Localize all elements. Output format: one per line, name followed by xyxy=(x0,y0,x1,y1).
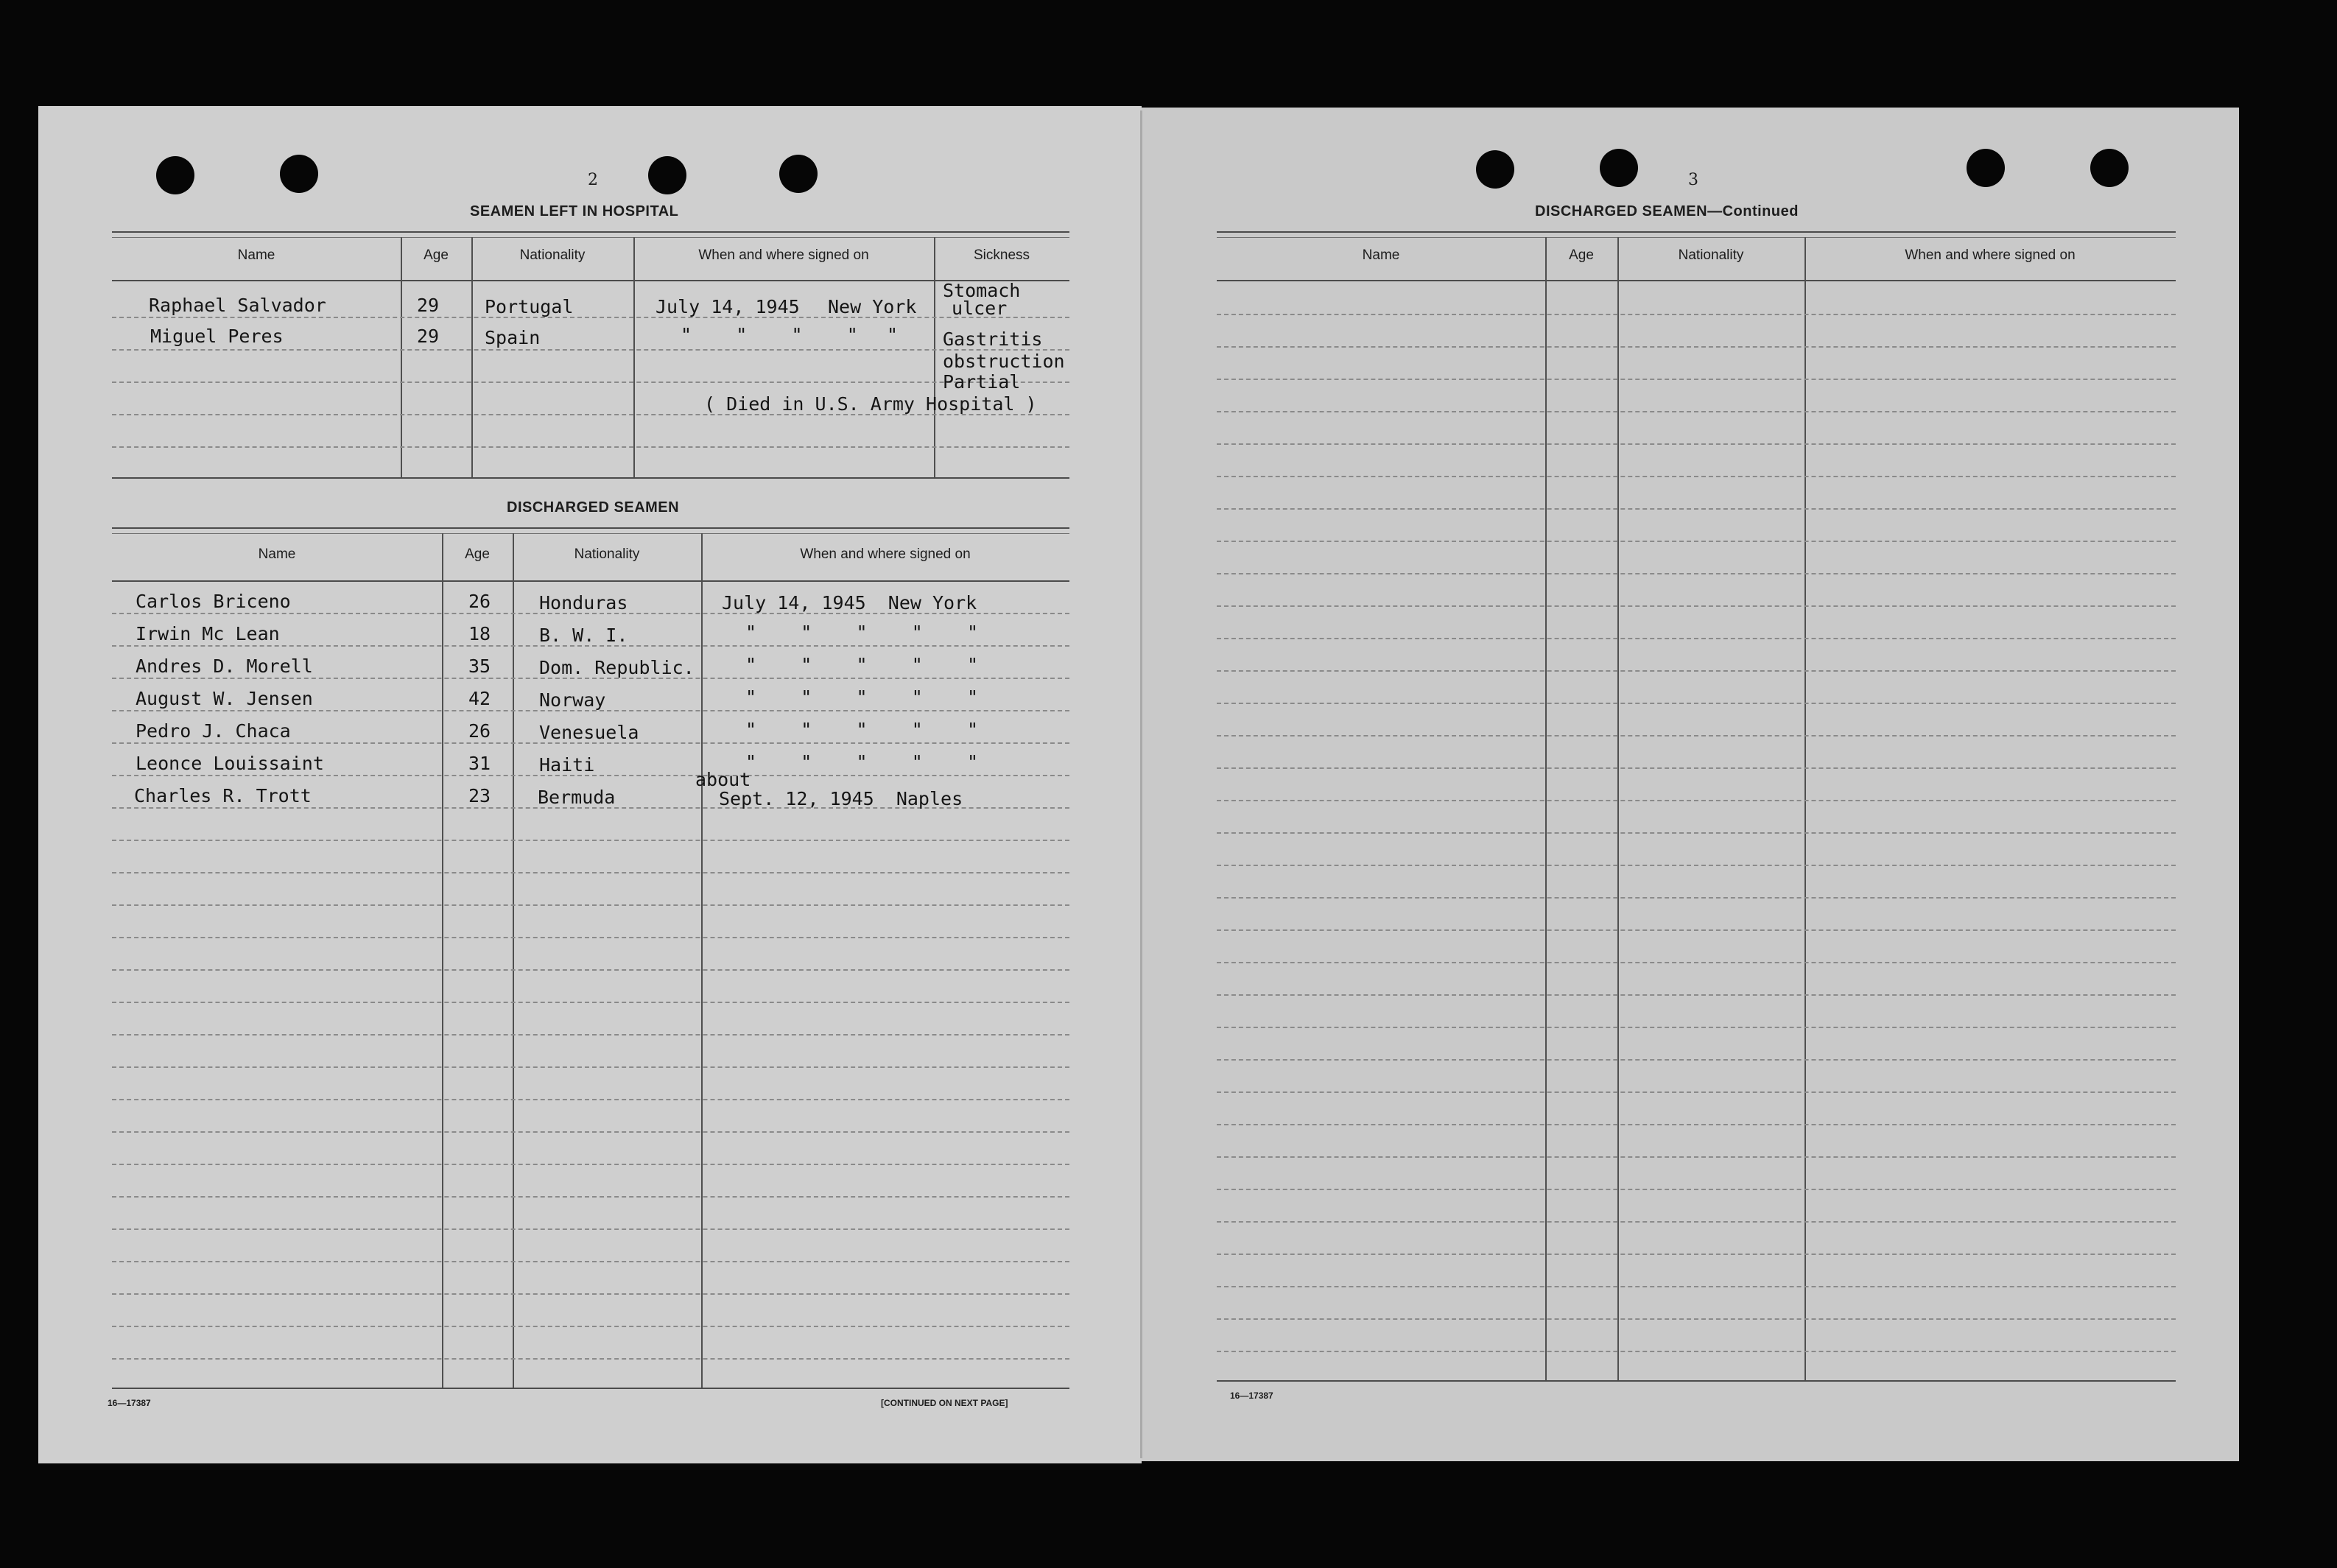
row-rule xyxy=(112,1002,1069,1003)
row-rule xyxy=(112,349,1069,351)
column-divider xyxy=(442,533,443,1388)
row-rule xyxy=(1217,929,2176,931)
row-rule xyxy=(112,1228,1069,1230)
row-rule xyxy=(112,317,1069,318)
seaman-age: 26 xyxy=(468,591,491,612)
table-rule xyxy=(1217,280,2176,281)
seaman-name: Carlos Briceno xyxy=(136,591,291,612)
seaman-name: Raphael Salvador xyxy=(149,295,326,316)
seaman-nationality: Honduras xyxy=(539,592,628,614)
column-header-signed-on: When and where signed on xyxy=(698,247,869,263)
row-rule xyxy=(112,872,1069,873)
punch-hole xyxy=(1967,149,2005,187)
row-rule xyxy=(1217,638,2176,639)
row-rule xyxy=(112,969,1069,971)
page-number: 3 xyxy=(1688,171,1698,189)
row-rule xyxy=(1217,1286,2176,1287)
row-rule xyxy=(1217,832,2176,834)
row-rule xyxy=(1217,1059,2176,1061)
column-divider xyxy=(701,533,703,1388)
signed-on: " " " " " xyxy=(745,686,979,708)
row-rule xyxy=(1217,1156,2176,1158)
row-rule xyxy=(112,1164,1069,1165)
hospital-section-title: SEAMEN LEFT IN HOSPITAL xyxy=(470,203,679,219)
row-rule xyxy=(1217,541,2176,542)
seaman-age: 29 xyxy=(417,326,440,347)
row-rule xyxy=(1217,1189,2176,1190)
seaman-nationality: Venesuela xyxy=(539,722,639,743)
right-page xyxy=(1142,108,2239,1461)
table-rule xyxy=(112,231,1069,233)
column-header-age: Age xyxy=(1569,247,1594,263)
form-number: 16—17387 xyxy=(1230,1391,1273,1401)
death-note: ( Died in U.S. Army Hospital ) xyxy=(704,393,1037,415)
row-rule xyxy=(1217,605,2176,607)
seaman-name: Miguel Peres xyxy=(150,326,284,347)
seaman-name: August W. Jensen xyxy=(136,688,313,709)
column-header-nationality: Nationality xyxy=(1678,247,1744,263)
column-divider xyxy=(471,237,473,477)
signed-on-place: " xyxy=(887,324,899,345)
row-rule xyxy=(1217,1091,2176,1093)
column-header-sickness: Sickness xyxy=(973,247,1030,263)
signed-on: Sept. 12, 1945 Naples xyxy=(719,788,963,809)
signed-on: July 14, 1945 New York xyxy=(722,592,977,614)
row-rule xyxy=(1217,962,2176,963)
column-header-nationality: Nationality xyxy=(519,247,586,263)
column-divider xyxy=(513,533,514,1388)
signed-on-date: " " " " xyxy=(681,324,858,345)
signed-on: " " " " " xyxy=(745,622,979,643)
column-header-nationality: Nationality xyxy=(574,546,640,562)
seaman-age: 31 xyxy=(468,753,491,774)
row-rule xyxy=(1217,346,2176,348)
column-divider xyxy=(1545,237,1547,1380)
seaman-name: Pedro J. Chaca xyxy=(136,720,291,742)
row-rule xyxy=(1217,508,2176,510)
row-rule xyxy=(1217,1254,2176,1255)
table-rule xyxy=(1217,231,2176,233)
row-rule xyxy=(112,1034,1069,1036)
table-rule xyxy=(112,237,1069,238)
signed-on-date: July 14, 1945 xyxy=(656,296,800,317)
row-rule xyxy=(1217,443,2176,445)
seaman-age: 35 xyxy=(468,655,491,677)
signed-on-prefix: about xyxy=(695,769,751,790)
column-header-signed-on: When and where signed on xyxy=(800,546,971,562)
signed-on: " " " " " xyxy=(745,719,979,740)
row-rule xyxy=(1217,897,2176,899)
punch-hole xyxy=(156,156,194,194)
punch-hole xyxy=(1476,150,1514,189)
row-rule xyxy=(1217,1351,2176,1352)
table-rule xyxy=(1217,1380,2176,1382)
punch-hole xyxy=(280,155,318,193)
column-header-name: Name xyxy=(1362,247,1400,263)
seaman-age: 26 xyxy=(468,720,491,742)
discharged-section-title: DISCHARGED SEAMEN xyxy=(507,499,680,516)
row-rule xyxy=(112,1066,1069,1068)
continued-note: [CONTINUED ON NEXT PAGE] xyxy=(881,1398,1008,1408)
row-rule xyxy=(112,1261,1069,1262)
form-number: 16—17387 xyxy=(108,1398,151,1408)
table-rule xyxy=(1217,237,2176,238)
column-divider xyxy=(934,237,935,477)
row-rule xyxy=(112,1196,1069,1198)
seaman-name: Charles R. Trott xyxy=(134,785,312,806)
column-header-name: Name xyxy=(237,247,275,263)
row-rule xyxy=(112,1131,1069,1133)
row-rule xyxy=(1217,1221,2176,1223)
row-rule xyxy=(112,1358,1069,1360)
sickness-line: Stomach xyxy=(943,280,1021,301)
punch-hole xyxy=(2090,149,2129,187)
row-rule xyxy=(112,1099,1069,1100)
row-rule xyxy=(112,382,1069,383)
row-rule xyxy=(1217,1318,2176,1320)
row-rule xyxy=(112,1326,1069,1327)
row-rule xyxy=(1217,379,2176,380)
row-rule xyxy=(1217,735,2176,736)
row-rule xyxy=(112,1293,1069,1295)
row-rule xyxy=(1217,994,2176,996)
seaman-age: 29 xyxy=(417,295,440,316)
row-rule xyxy=(112,446,1069,448)
seaman-nationality: Portugal xyxy=(485,296,574,317)
row-rule xyxy=(1217,703,2176,704)
seaman-age: 23 xyxy=(468,785,491,806)
table-rule xyxy=(112,1388,1069,1389)
column-divider xyxy=(1804,237,1806,1380)
column-divider xyxy=(1617,237,1619,1380)
sickness-line: ulcer xyxy=(952,298,1008,319)
row-rule xyxy=(1217,476,2176,477)
seaman-nationality: Bermuda xyxy=(538,787,616,808)
row-rule xyxy=(112,904,1069,906)
row-rule xyxy=(112,937,1069,938)
table-rule xyxy=(112,580,1069,582)
row-rule xyxy=(1217,1027,2176,1028)
seaman-nationality: B. W. I. xyxy=(539,625,628,646)
table-rule xyxy=(112,533,1069,534)
table-rule xyxy=(112,527,1069,529)
punch-hole xyxy=(1600,149,1638,187)
signed-on: " " " " " xyxy=(745,751,979,773)
page-number: 2 xyxy=(588,171,598,189)
signed-on: " " " " " xyxy=(745,654,979,675)
table-rule xyxy=(112,280,1069,281)
row-rule xyxy=(112,840,1069,841)
column-header-age: Age xyxy=(465,546,490,562)
sickness-line: obstruction xyxy=(943,351,1065,372)
sickness-line: Gastritis xyxy=(943,328,1043,350)
seaman-nationality: Dom. Republic. xyxy=(539,657,695,678)
row-rule xyxy=(1217,1124,2176,1125)
row-rule xyxy=(1217,411,2176,412)
column-header-name: Name xyxy=(258,546,296,562)
row-rule xyxy=(1217,800,2176,801)
column-header-signed-on: When and where signed on xyxy=(1905,247,2076,263)
row-rule xyxy=(1217,865,2176,866)
sickness-line: Partial xyxy=(943,371,1021,393)
row-rule xyxy=(1217,767,2176,769)
row-rule xyxy=(1217,573,2176,574)
seaman-name: Andres D. Morell xyxy=(136,655,313,677)
seaman-nationality: Spain xyxy=(485,327,541,348)
column-divider xyxy=(633,237,635,477)
seaman-age: 18 xyxy=(468,623,491,644)
seaman-name: Leonce Louissaint xyxy=(136,753,324,774)
seaman-age: 42 xyxy=(468,688,491,709)
punch-hole xyxy=(648,156,686,194)
seaman-nationality: Haiti xyxy=(539,754,595,776)
row-rule xyxy=(1217,670,2176,672)
column-divider xyxy=(401,237,402,477)
table-rule xyxy=(112,477,1069,479)
punch-hole xyxy=(779,155,818,193)
row-rule xyxy=(1217,314,2176,315)
column-header-age: Age xyxy=(424,247,449,263)
page-fold xyxy=(1140,110,1142,1458)
signed-on-place: New York xyxy=(828,296,917,317)
seaman-name: Irwin Mc Lean xyxy=(136,623,280,644)
discharged-continued-title: DISCHARGED SEAMEN—Continued xyxy=(1535,203,1799,219)
seaman-nationality: Norway xyxy=(539,689,606,711)
